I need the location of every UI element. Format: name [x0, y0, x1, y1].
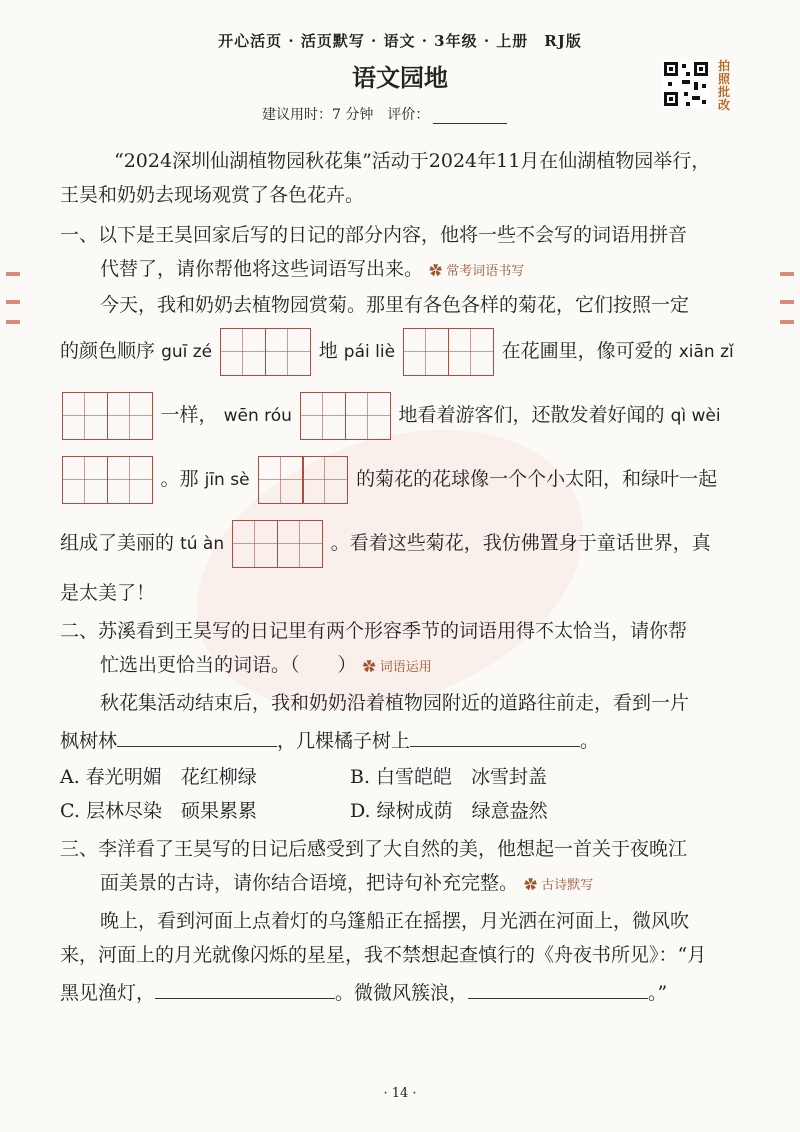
option-c[interactable]: C. 层林尽染 硕果累累 [60, 800, 257, 822]
box-cell[interactable] [62, 456, 108, 504]
text: 。 [580, 730, 600, 752]
diary-line [60, 520, 711, 568]
answer-blank[interactable] [117, 724, 277, 747]
side-mark [780, 272, 794, 276]
text: 。看着这些菊花，我仿佛置身于童话世界，真 [330, 532, 711, 554]
diary-line [60, 456, 717, 504]
pinyin: wēn róu [223, 406, 292, 426]
time-label [262, 104, 507, 124]
answer-boxes[interactable] [300, 392, 391, 440]
pinyin: qì wèi [670, 406, 721, 426]
q3-title-text: 面美景的古诗，请你结合语境，把诗句补充完整。 [100, 872, 519, 894]
text: 的颜色顺序 [60, 340, 156, 362]
q3-title-line2 [100, 868, 593, 901]
box-cell[interactable] [277, 520, 323, 568]
box-cell[interactable] [62, 392, 108, 440]
option-b[interactable]: B. 白雪皑皑 冰雪封盖 [350, 766, 548, 788]
answer-boxes[interactable] [62, 392, 153, 440]
time-text: 建议用时：7 分钟 评价： [262, 107, 430, 123]
pinyin: guī zé [161, 342, 213, 362]
diary-line [60, 328, 734, 376]
text: 地看着游客们，还散发着好闻的 [398, 404, 665, 426]
diary-line: 今天，我和奶奶去植物园赏菊。那里有各色各样的菊花，它们按照一定 [100, 294, 690, 316]
text: 。” [648, 982, 668, 1004]
answer-boxes[interactable] [62, 456, 153, 504]
option-a[interactable]: A. 春光明媚 花红柳绿 [60, 766, 257, 788]
q2-tag: ✿ 词语运用 [362, 660, 432, 675]
q3-tag: ✿ 古诗默写 [524, 878, 594, 893]
page-number: · 14 · [383, 1086, 417, 1101]
box-cell[interactable] [448, 328, 494, 376]
text: 枫树林 [60, 730, 118, 752]
answer-boxes[interactable] [258, 456, 349, 504]
qr-code-icon[interactable] [662, 60, 710, 108]
text: 组成了美丽的 [60, 532, 175, 554]
text: 地 [318, 340, 338, 362]
q1-title: 一、以下是王昊回家后写的日记的部分内容，他将一些不会写的词语用拼音 [60, 224, 688, 246]
evaluation-blank[interactable] [433, 109, 507, 124]
text: 。那 [160, 468, 199, 490]
box-cell[interactable] [403, 328, 449, 376]
box-cell[interactable] [258, 456, 304, 504]
q3-text: 晚上，看到河面上点着灯的乌篷船正在摇摆，月光洒在河面上，微风吹 [100, 910, 690, 932]
q1-title-line2 [100, 254, 524, 287]
q2-text: 秋花集活动结束后，我和奶奶沿着植物园附近的道路往前走，看到一片 [100, 692, 690, 714]
side-mark [780, 300, 794, 304]
option-d[interactable]: D. 绿树成荫 绿意盎然 [350, 800, 548, 822]
answer-blank[interactable] [155, 976, 335, 999]
box-cell[interactable] [220, 328, 266, 376]
pinyin: pái liè [343, 342, 396, 362]
pinyin: jīn sè [204, 470, 250, 490]
q3-text-line3 [60, 976, 667, 1008]
side-mark [6, 300, 20, 304]
intro-line: “2024深圳仙湖植物园秋花集”活动于2024年11月在仙湖植物园举行， [114, 150, 711, 172]
page-title: 语文园地 [352, 64, 448, 92]
pinyin: xiān zǐ [678, 342, 734, 362]
box-cell[interactable] [302, 456, 348, 504]
page-header: 开心活页 · 活页默写 · 语文 · 3年级 · 上册 RJ版 [218, 32, 582, 50]
side-mark [6, 320, 20, 324]
pinyin: tú àn [180, 534, 225, 554]
q1-tag: ✿ 常考词语书写 [429, 264, 525, 279]
q2-title: 二、苏溪看到王昊写的日记里有两个形容季节的词语用得不太恰当，请你帮 [60, 620, 688, 642]
q2-text-line2 [60, 724, 599, 756]
intro-line: 王昊和奶奶去现场观赏了各色花卉。 [60, 184, 365, 206]
box-cell[interactable] [232, 520, 278, 568]
box-cell[interactable] [107, 392, 153, 440]
text: 。微微风簇浪， [335, 982, 469, 1004]
text: 的菊花的花球像一个个小太阳，和绿叶一起 [356, 468, 718, 490]
side-mark [780, 320, 794, 324]
answer-boxes[interactable] [220, 328, 311, 376]
text: 黑见渔灯， [60, 982, 156, 1004]
answer-boxes[interactable] [232, 520, 323, 568]
answer-blank[interactable] [410, 724, 580, 747]
q1-title-text: 代替了，请你帮他将这些词语写出来。 [100, 258, 424, 280]
box-cell[interactable] [300, 392, 346, 440]
q2-title-text: 忙选出更恰当的词语。（ ） [100, 654, 357, 676]
box-cell[interactable] [107, 456, 153, 504]
diary-line [60, 392, 721, 440]
q3-title: 三、李洋看了王昊写的日记后感受到了大自然的美，他想起一首关于夜晚江 [60, 838, 688, 860]
q2-title-line2 [100, 650, 432, 683]
text: 在花圃里，像可爱的 [501, 340, 673, 362]
side-mark [6, 272, 20, 276]
text: ，几棵橘子树上 [277, 730, 411, 752]
box-cell[interactable] [265, 328, 311, 376]
qr-label: 拍照批改 [718, 59, 731, 112]
text: 一样， [160, 404, 218, 426]
answer-boxes[interactable] [403, 328, 494, 376]
q3-text: 来，河面上的月光就像闪烁的星星，我不禁想起查慎行的《舟夜书所见》：“月 [60, 944, 707, 966]
answer-blank[interactable] [468, 976, 648, 999]
box-cell[interactable] [345, 392, 391, 440]
diary-line: 是太美了！ [60, 582, 156, 604]
